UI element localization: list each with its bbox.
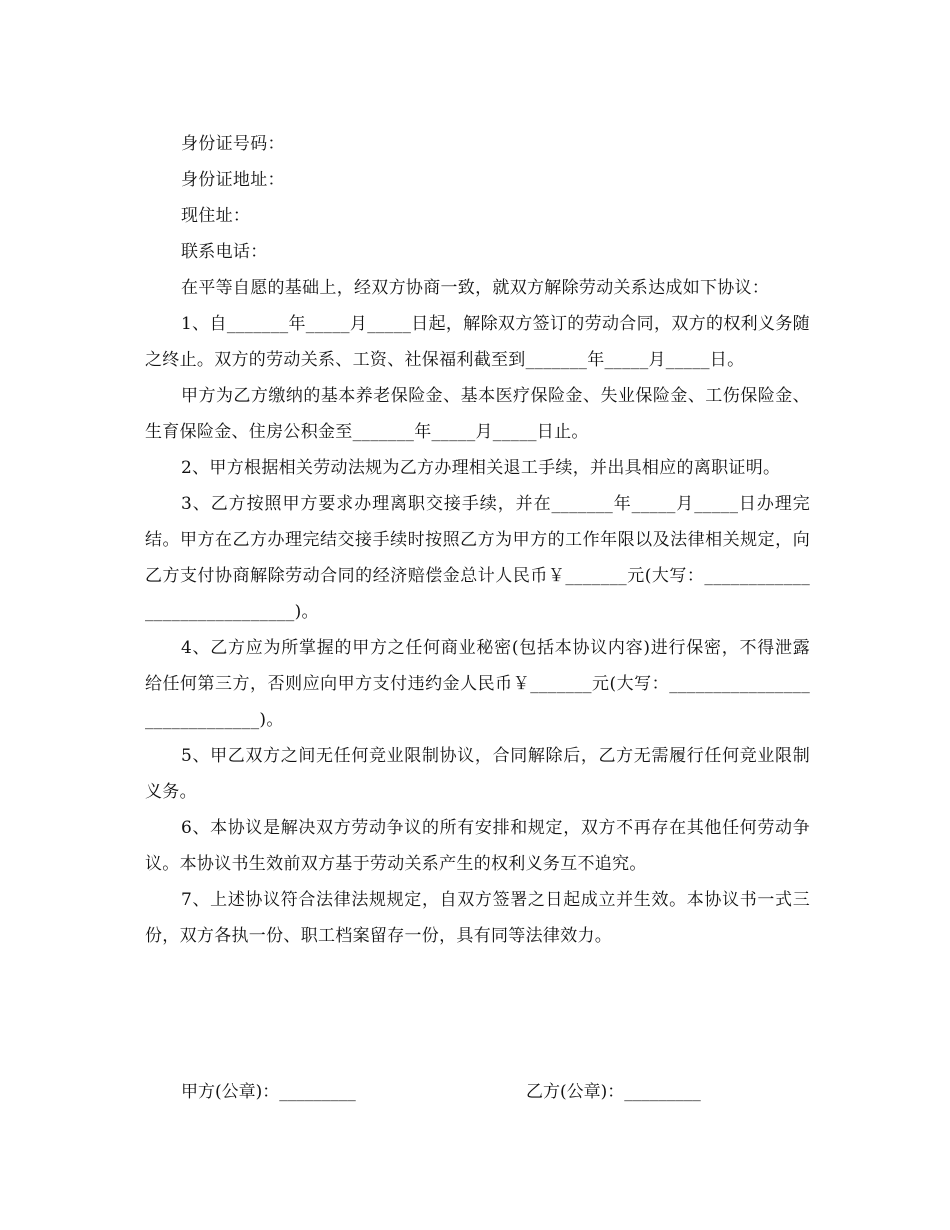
agreement-body bbox=[145, 126, 810, 954]
current-address-field: 现住址： bbox=[181, 206, 251, 226]
id-address-field: 身份证地址： bbox=[181, 170, 285, 190]
id-number-field: 身份证号码： bbox=[181, 134, 285, 154]
clause-7: 7、上述协议符合法律法规规定，自双方签署之日起成立并生效。本协议书一式三份，双方各执一份、职工档案留存一份，具有同等法律效力。 bbox=[145, 890, 810, 946]
clause-6: 6、本协议是解决双方劳动争议的所有安排和规定，双方不再存在其他任何劳动争议。本协议书生效前双方基于劳动关系产生的权利义务互不追究。 bbox=[145, 818, 810, 874]
party-a-seal: 甲方(公章)：_________ bbox=[181, 1082, 356, 1102]
clause-1-insurance: 甲方为乙方缴纳的基本养老保险金、基本医疗保险金、失业保险金、工伤保险金、生育保险金、住房公积金至_______年_____月_____日止。 bbox=[145, 386, 810, 442]
clause-4: 4、乙方应为所掌握的甲方之任何商业秘密(包括本协议内容)进行保密，不得泄露给任何第三方，否则应向甲方支付违约金人民币￥_______元(大写：_____________________________)。 bbox=[145, 638, 810, 730]
clause-2: 2、甲方根据相关劳动法规为乙方办理相关退工手续，并出具相应的离职证明。 bbox=[181, 458, 781, 478]
clause-5: 5、甲乙双方之间无任何竞业限制协议，合同解除后，乙方无需履行任何竞业限制义务。 bbox=[145, 746, 810, 802]
phone-field: 联系电话： bbox=[181, 242, 268, 262]
clause-3: 3、乙方按照甲方要求办理离职交接手续，并在_______年_____月_____日办理完结。甲方在乙方办理完结交接手续时按照乙方为甲方的工作年限以及法律相关规定，向乙方支付协商解除劳动合同的经济赔偿金总计人民币￥_______元(大写：_____________________________)。 bbox=[145, 494, 810, 622]
clause-1: 1、自_______年_____月_____日起，解除双方签订的劳动合同，双方的权利义务随之终止。双方的劳动关系、工资、社保福利截至到_______年_____月_____日。 bbox=[145, 314, 810, 370]
party-b-seal: 乙方(公章)：_________ bbox=[526, 1082, 701, 1102]
intro-paragraph: 在平等自愿的基础上，经双方协商一致，就双方解除劳动关系达成如下协议： bbox=[181, 278, 770, 298]
